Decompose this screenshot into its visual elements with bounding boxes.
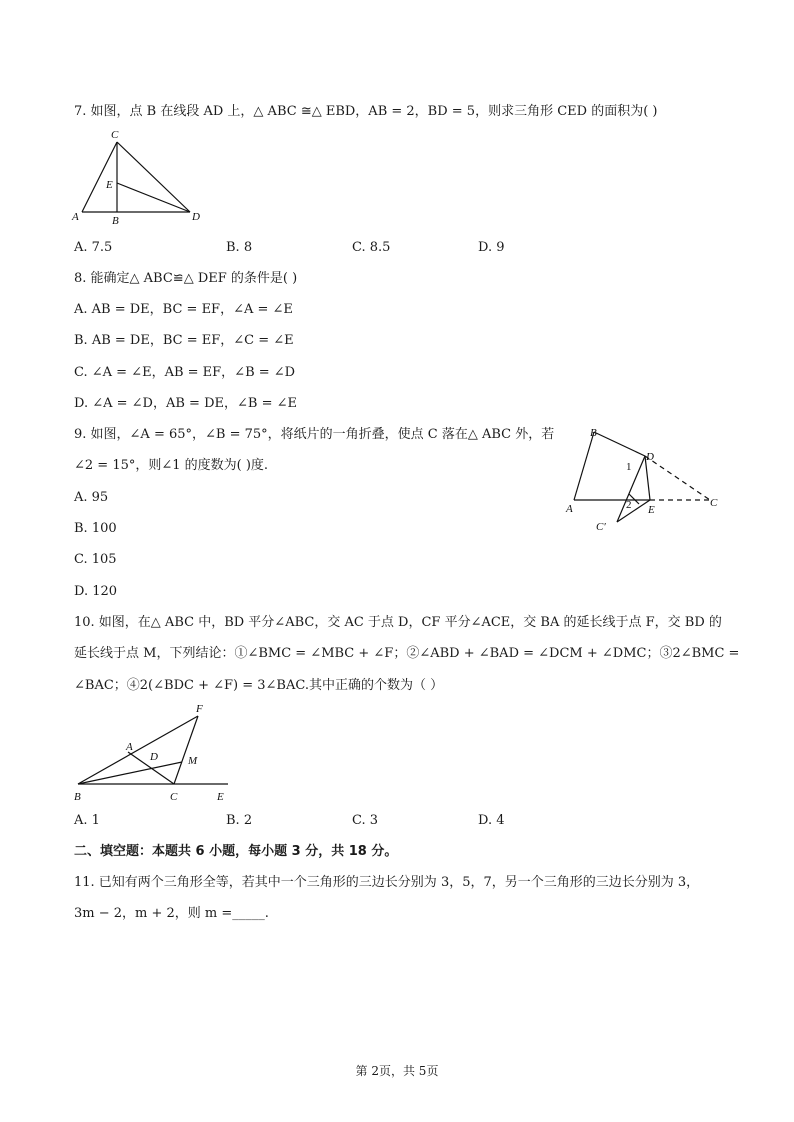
q9-stem-line2: ∠2 = 15°，则∠1 的度数为( )度. — [74, 458, 269, 473]
q7-label-e: E — [106, 179, 113, 191]
q9-label-d: D — [646, 451, 654, 463]
q11-line1: 11. 已知有两个三角形全等，若其中一个三角形的三边长分别为 3，5，7，另一个三角形的三边长分别为 3， — [74, 875, 700, 890]
q10-label-m: M — [188, 755, 198, 767]
q9-option-c[interactable]: C. 105 — [74, 552, 117, 567]
q10-line1: 10. 如图，在△ ABC 中，BD 平分∠ABC，交 AC 于点 D，CF 平分∠ACE，交 BA 的延长线于点 F，交 BD 的 — [74, 615, 722, 630]
q7-label-d: D — [192, 211, 200, 223]
q10-figure — [70, 696, 240, 806]
q7-label-a: A — [72, 211, 79, 223]
q7-label-b: B — [112, 215, 119, 227]
q9-stem-line1: 9. 如图，∠A = 65°，∠B = 75°，将纸片的一角折叠，使点 C 落在△ ABC 外，若 — [74, 427, 555, 442]
q9-option-a[interactable]: A. 95 — [74, 490, 109, 505]
section2-title: 二、填空题：本题共 6 小题，每小题 3 分，共 18 分。 — [74, 844, 398, 859]
q7-option-c[interactable]: C. 8.5 — [352, 240, 391, 255]
q10-label-b: B — [74, 791, 81, 803]
q10-line3: ∠BAC；④2(∠BDC + ∠F) = 3∠BAC.其中正确的个数为（ ） — [74, 678, 444, 693]
q9-label-b: B — [590, 427, 597, 439]
q7-option-a[interactable]: A. 7.5 — [74, 240, 113, 255]
q10-option-c[interactable]: C. 3 — [352, 813, 379, 828]
q8-option-d[interactable]: D. ∠A = ∠D，AB = DE，∠B = ∠E — [74, 396, 297, 411]
q8-stem: 8. 能确定△ ABC≌△ DEF 的条件是( ) — [74, 271, 298, 286]
q10-line2: 延长线于点 M，下列结论：①∠BMC = ∠MBC + ∠F；②∠ABD + ∠BAD = ∠DCM + ∠DMC；③2∠BMC = — [74, 646, 740, 661]
q8-option-c[interactable]: C. ∠A = ∠E，AB = EF，∠B = ∠D — [74, 365, 296, 380]
q7-stem: 7. 如图，点 B 在线段 AD 上，△ ABC ≅△ EBD，AB = 2，BD = 5，则求三角形 CED 的面积为( ) — [74, 104, 658, 119]
q9-label-a: A — [566, 503, 573, 515]
q8-option-a[interactable]: A. AB = DE，BC = EF，∠A = ∠E — [74, 302, 293, 317]
q10-label-e: E — [217, 791, 224, 803]
page-footer: 第 2页，共 5页 — [355, 1064, 439, 1078]
q9-label-2: 2 — [626, 499, 632, 511]
q9-label-e: E — [648, 504, 655, 516]
q8-option-b[interactable]: B. AB = DE，BC = EF，∠C = ∠E — [74, 333, 294, 348]
q10-label-c: C — [170, 791, 178, 803]
q7-option-d[interactable]: D. 9 — [478, 240, 505, 255]
q9-label-c: C — [710, 497, 718, 509]
q10-label-d: D — [150, 751, 158, 763]
q10-label-f: F — [196, 703, 203, 715]
q10-option-a[interactable]: A. 1 — [74, 813, 100, 828]
q7-option-b[interactable]: B. 8 — [226, 240, 253, 255]
q9-option-d[interactable]: D. 120 — [74, 584, 118, 599]
q9-label-c-prime: C′ — [596, 521, 606, 533]
q10-option-d[interactable]: D. 4 — [478, 813, 505, 828]
q10-label-a: A — [126, 741, 133, 753]
q9-figure — [560, 418, 730, 538]
q9-label-1: 1 — [626, 461, 632, 473]
q7-label-c: C — [111, 129, 119, 141]
q9-option-b[interactable]: B. 100 — [74, 521, 117, 536]
q11-line2: 3m − 2，m + 2，则 m =_____. — [74, 906, 269, 921]
q10-option-b[interactable]: B. 2 — [226, 813, 253, 828]
q7-figure — [70, 128, 210, 228]
